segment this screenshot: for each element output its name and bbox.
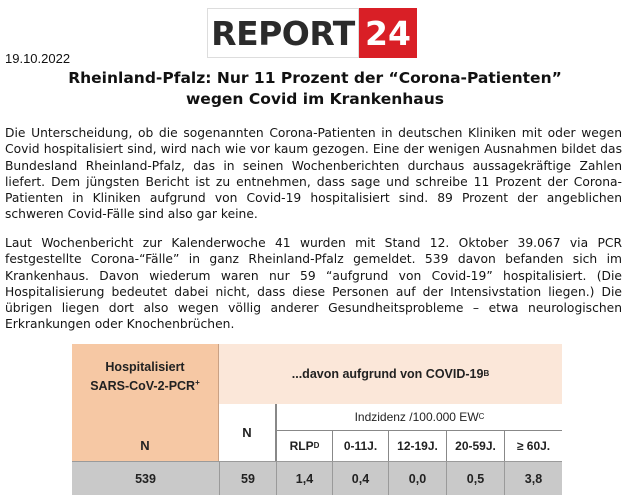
header-inzidenz: Indzidenz /100.000 EW C xyxy=(276,404,562,431)
value-covid: 59 xyxy=(219,461,276,495)
value-rlp: 1,4 xyxy=(276,461,332,495)
hosp-n-label: N xyxy=(140,438,150,453)
statistics-table-image xyxy=(72,344,562,495)
headline-line-2: wegen Covid im Krankenhaus xyxy=(185,90,444,108)
article-headline xyxy=(40,68,590,110)
article-date: 19.10.2022 xyxy=(5,51,71,66)
subheader-age-20-59: 20-59J. xyxy=(446,431,504,461)
headline-line-1: Rheinland-Pfalz: Nur 11 Prozent der “Corona-Patienten” xyxy=(68,69,562,87)
logo-wordmark: REPORT xyxy=(207,8,359,58)
logo-number-badge: 24 xyxy=(359,8,417,58)
value-age-60-plus: 3,8 xyxy=(504,461,562,495)
subheader-rlp: RLP D xyxy=(276,431,332,461)
article-paragraph-1: Die Unterscheidung, ob die sogenannten Corona-Patienten in deutschen Kliniken mit oder wegen Covid hospitalisiert sind, wird nach wie vor kaum gezogen. Eine der wenigen Ausnahmen bildet das Bundesland Rheinland-Pfalz, das in seinen Wochenberichten durchaus aussagekräftige Zahlen liefert. Dem jüngsten Bericht ist zu entnehmen, dass sage und schreibe 11 Prozent der Corona-Patienten in Kliniken aufgrund von Covid-19 hospitalisiert sind. 89 Prozent der angeblichen schweren Covid-Fälle sind also gar keine. xyxy=(5,126,622,222)
value-hospitalisiert: 539 xyxy=(72,461,219,495)
subheader-age-0-11: 0-11J. xyxy=(332,431,388,461)
hosp-label-line-2: SARS-CoV-2-PCR+ xyxy=(90,377,200,393)
header-hospitalisiert xyxy=(72,344,219,461)
hosp-label-line-1: Hospitalisiert xyxy=(105,360,185,374)
value-age-20-59: 0,5 xyxy=(446,461,504,495)
value-age-0-11: 0,4 xyxy=(332,461,388,495)
subheader-age-12-19: 12-19J. xyxy=(388,431,446,461)
subheader-age-60-plus: ≥ 60J. xyxy=(504,431,562,461)
header-davon-covid: ...davon aufgrund von COVID-19 B xyxy=(219,344,562,404)
covid-n-label: N xyxy=(219,404,276,461)
article-paragraph-2: Laut Wochenbericht zur Kalenderwoche 41 wurden mit Stand 12. Oktober 39.067 via PCR festgestellte Corona-“Fälle” in ganz Rheinland-Pfalz gemeldet. 539 davon befanden sich im Krankenhaus. Davon wiederum waren nur 59 “aufgrund von Covid-19” hospitalisiert. (Die Hospitalisierung bedeutet dabei nicht, dass diese Personen auf der Intensivstation liegen.) Die übrigen liegen dort also wegen völlig anderer Gesundheitsprobleme – etwa neurologischen Erkrankungen oder Knochenbrüchen. xyxy=(5,236,622,332)
value-age-12-19: 0,0 xyxy=(388,461,446,495)
report24-logo xyxy=(207,8,417,58)
